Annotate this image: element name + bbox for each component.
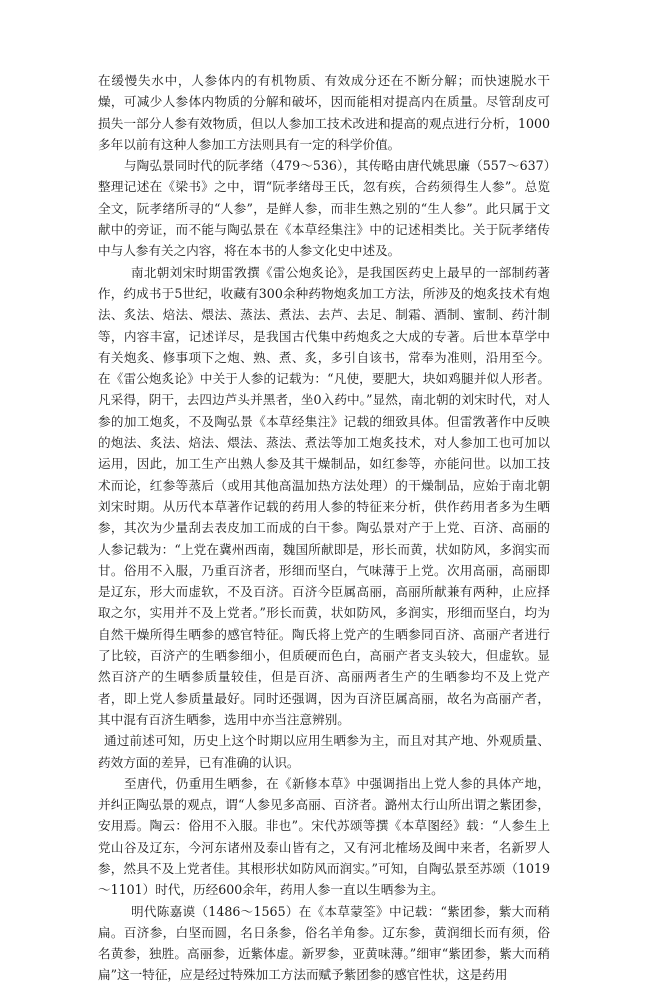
- document-body: [98, 70, 550, 986]
- paragraph-summary: 通过前述可知，历史上这个时期以应用生晒参为主，而且对其产地、外观质量、药效方面的差异，已有准确的认识。: [98, 733, 550, 770]
- paragraph-sun-drying: 在缓慢失水中，人参体内的有机物质、有效成分还在不断分解；而快速脱水干燥，可减少人参体内物质的分解和破坏，因而能相对提高内在质量。尽管刮皮可损失一部分人参有效物质，但以人参加工技术改进和提高的观点进行分析，1000多年以前有这种人参加工方法则具有一定的科学价值。: [98, 73, 550, 152]
- paragraph-leigong-paozhi: 南北朝刘宋时期雷敩撰《雷公炮炙论》，是我国医药史上最早的一部制药著作，约成书于5世纪，收藏有300余种药物炮炙加工方法，所涉及的炮炙技术有炮法、炙法、焙法、煨法、蒸法、煮法、去芦、去足、制霜、酒制、蜜制、药汁制等，内容丰富，记述详尽，是我国古代集中药炮炙之大成的专著。后世本草学中有关炮炙、修事项下之炮、熟、煮、炙，多引自该书，常奉为准则，沿用至今。在《雷公炮炙论》中关于人参的记载为：“凡使，要肥大，块如鸡腿并似人形者。凡采得，阴干，去四边芦头并黑者，坐0入药中。”显然，南北朝的刘宋时代，对人参的加工炮炙，不及陶弘景《本草经集注》记载的细致具体。但雷敩著作中反映的炮法、炙法、焙法、煨法、蒸法、煮法等加工炮炙技术，对人参加工也可加以运用，因此，加工生产出熟人参及其干燥制品，如红参等，亦能问世。以加工技术而论，红参等蒸后（或用其他高温加热方法处理）的干燥制品，应始于南北朝刘宋时期。从历代本草著作记载的药用人参的特征来分析，供作药用者多为生晒参，其次为少量刮去表皮加工而成的白干参。陶弘景对产于上党、百济、高丽的人参记载为：“上党在冀州西南，魏国所献即是，形长而黄，状如防风，多润实而甘。俗用不入服，乃重百济者，形细而坚白，气味薄于上党。次用高丽，高丽即是辽东，形大而虚软，不及百济。百济今臣属高丽，高丽所献兼有两种，止应择取之尔，实用并不及上党者。”形长而黄，状如防风，多润实，形细而坚白，均为自然干燥所得生晒参的感官特征。陶氏将上党产的生晒参同百济、高丽产者进行了比较，百济产的生晒参细小，但质硬而色白，高丽产者支头较大，但虚软。显然百济产的生晒参质量较佳，但是百济、高丽两者生产的生晒参均不及上党产者，即上党人参质量最好。同时还强调，因为百济臣属高丽，故名为高丽产者，其中混有百济生晒参，选用中亦当注意辨别。: [98, 264, 550, 727]
- paragraph-ming-dynasty: 明代陈嘉谟（1486～1565）在《本草蒙筌》中记载：“紫团参，紫大而稍扁。百济参，白坚而圆，名日条参，俗名羊角参。辽东参，黄润细长而有须，俗名黄参，独胜。高丽参，近紫体虚。新罗参，亚黄味薄。”细审“紫团参，紫大而稍扁”这一特征，应是经过特殊加工方法而赋予紫团参的感官性状，这是药用: [98, 903, 550, 983]
- paragraph-ruan-xiaoxu: 与陶弘景同时代的阮孝绪（479～536），其传略由唐代姚思廉（557～637）整理记述在《梁书》之中，谓“阮孝绪母王氏，忽有疾，合药须得生人参”。总览全文，阮孝绪所寻的“人参”，是鲜人参，而非生熟之别的“生人参”。此只属于文献中的旁证，而不能与陶弘景在《本草经集注》中的记述相类比。关于阮孝绪传中与人参有关之内容，将在本书的人参文化史中述及。: [98, 158, 550, 259]
- paragraph-tang-dynasty: 至唐代，仍重用生晒参，在《新修本草》中强调指出上党人参的具体产地，并纠正陶弘景的观点，谓“人参见多高丽、百济者。潞州太行山所出谓之紫团参，安用焉。陶云：俗用不入服。非也”。宋代苏颂等撰《本草图经》载：“人参生上党山谷及辽东，今河东诸州及泰山皆有之，又有河北榷场及闽中来者，名新罗人参，然具不及上党者佳。其根形状如防风而润实。”可知，自陶弘景至苏颂（1019～1101）时代，历经600余年，药用人参一直以生晒参为主。: [98, 775, 550, 898]
